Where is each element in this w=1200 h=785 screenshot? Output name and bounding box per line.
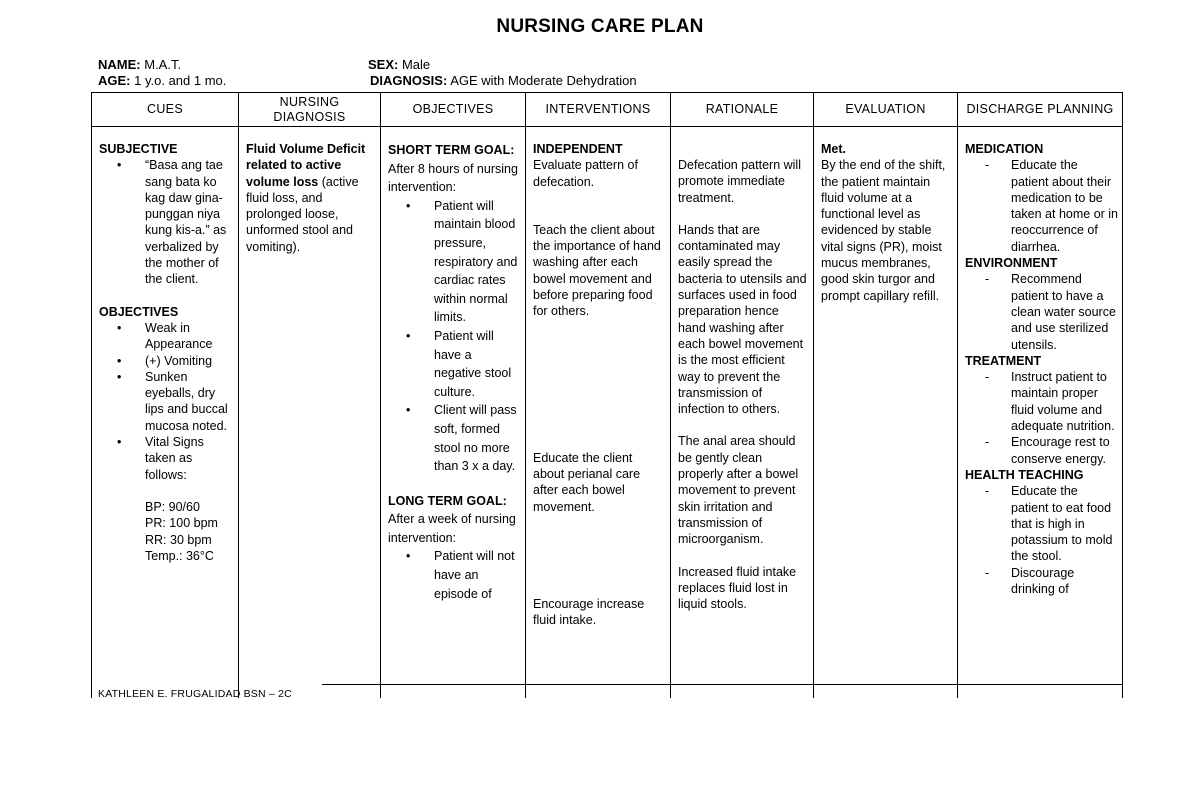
short-term-goal-label: SHORT TERM GOAL: xyxy=(388,143,515,157)
medication-label: MEDICATION xyxy=(965,142,1044,156)
independent-label: INDEPENDENT xyxy=(533,142,623,156)
long-term-goal-label: LONG TERM GOAL: xyxy=(388,493,507,508)
list-item: - Recommend patient to have a clean water source and use sterilized utensils. xyxy=(965,271,1118,352)
list-item: • Client will pass soft, formed stool no more than 3 x a day. xyxy=(388,401,521,475)
header-objectives: OBJECTIVES xyxy=(381,93,526,127)
list-item: - Educate the patient to eat food that is high in potassium to mold the stool. xyxy=(965,483,1118,564)
header-discharge-planning: DISCHARGE PLANNING xyxy=(958,93,1123,127)
evaluation-cell xyxy=(814,127,958,699)
table-row xyxy=(92,127,1123,699)
list-item: • “Basa ang tae sang bata ko kag daw gina-punggan niya kung kis-a.” as verbalized by the mother of the client. xyxy=(99,157,234,287)
name-label: NAME: xyxy=(98,57,141,72)
health-teaching-label: HEALTH TEACHING xyxy=(965,467,1084,482)
patient-sex: Male xyxy=(401,57,431,72)
discharge-cell xyxy=(958,127,1123,699)
intervention-item: Teach the client about the importance of hand washing after each bowel movement and before preparing food for others. xyxy=(533,222,661,319)
header-evaluation: EVALUATION xyxy=(814,93,958,127)
list-item: • Sunken eyeballs, dry lips and buccal mucosa noted. xyxy=(99,369,234,434)
footer-author: KATHLEEN E. FRUGALIDAD BSN – 2C xyxy=(98,688,292,700)
vital-signs xyxy=(99,499,234,564)
health-teaching-list xyxy=(965,483,1118,597)
patient-sex-line xyxy=(368,57,430,73)
patient-age-line xyxy=(98,73,226,89)
evaluation-status: Met. xyxy=(821,142,846,156)
diagnosis-cell xyxy=(239,127,381,699)
environment-label: ENVIRONMENT xyxy=(965,256,1058,271)
header-rationale: RATIONALE xyxy=(671,93,814,127)
list-item: • Patient will have a negative stool culture. xyxy=(388,327,521,401)
list-item: • (+) Vomiting xyxy=(99,353,234,369)
long-term-list xyxy=(388,547,521,603)
rationale-item: The anal area should be gently clean properly after a bowel movement to prevent skin irritation and transmission of microorganism. xyxy=(678,434,799,547)
interventions-cell xyxy=(526,127,671,699)
patient-diagnosis-line xyxy=(370,73,637,89)
care-plan-table xyxy=(91,92,1123,698)
intervention-item: Encourage increase fluid intake. xyxy=(533,596,645,628)
diagnosis-label: DIAGNOSIS: xyxy=(370,73,448,88)
rationale-item: Increased fluid intake replaces fluid lost in liquid stools. xyxy=(678,564,797,612)
rationale-cell xyxy=(671,127,814,699)
medication-list xyxy=(965,157,1118,255)
age-label: AGE: xyxy=(98,73,131,88)
diagnosis-statement: Fluid Volume Deficit related to active volume loss xyxy=(246,142,366,189)
list-item: • Vital Signs taken as follows: xyxy=(99,434,234,483)
list-item: • Patient will not have an episode of xyxy=(388,547,521,603)
list-item: - Instruct patient to maintain proper fluid volume and adequate nutrition. xyxy=(965,369,1118,434)
patient-name: M.A.T. xyxy=(144,57,182,72)
table-bottom-border xyxy=(322,684,1122,685)
list-item: - Encourage rest to conserve energy. xyxy=(965,434,1118,467)
subjective-label: SUBJECTIVE xyxy=(99,142,178,156)
header-row xyxy=(92,93,1123,127)
subjective-list xyxy=(99,157,234,287)
list-item: • Weak in Appearance xyxy=(99,320,234,353)
header-nursing-diagnosis: NURSING DIAGNOSIS xyxy=(239,93,381,127)
objectives-cell xyxy=(381,127,526,699)
rationale-item: Defecation pattern will promote immediate treatment. xyxy=(678,158,801,205)
intervention-item: Evaluate pattern of defecation. xyxy=(533,158,638,189)
treatment-list xyxy=(965,369,1118,467)
patient-age: 1 y.o. and 1 mo. xyxy=(134,73,227,88)
short-term-list xyxy=(388,197,521,476)
intervention-item: Educate the client about perianal care after each bowel movement. xyxy=(533,450,641,514)
vital-rr: RR: 30 bpm xyxy=(145,532,212,547)
header-interventions: INTERVENTIONS xyxy=(526,93,671,127)
vital-temp: Temp.: 36°C xyxy=(145,548,214,563)
patient-diagnosis: AGE with Moderate Dehydration xyxy=(450,73,637,88)
sex-label: SEX: xyxy=(368,57,399,72)
header-cues: CUES xyxy=(92,93,239,127)
vital-bp: BP: 90/60 xyxy=(145,499,200,514)
diagnosis-detail: (active fluid loss, and prolonged loose, unformed stool and vomiting). xyxy=(246,174,359,254)
rationale-item: Hands that are contaminated may easily spread the bacteria to utensils and surfaces used in food preparation hence hand washing after each bowel movement is the most efficient way to prevent the transmission of infection to others. xyxy=(678,222,807,417)
document-title: NURSING CARE PLAN xyxy=(496,16,704,37)
environment-list xyxy=(965,271,1118,352)
objective-cues-list xyxy=(99,320,234,483)
short-term-intro: After 8 hours of nursing intervention: xyxy=(388,161,518,195)
evaluation-text: By the end of the shift, the patient maintain fluid volume at a functional level as evidenced by stable vital signs (PR), moist mucus membranes, good skin turgor and prompt capillary refill. xyxy=(821,158,946,303)
list-item: - Discourage drinking of xyxy=(965,565,1118,598)
objectives-label: OBJECTIVES xyxy=(99,304,179,319)
list-item: - Educate the patient about their medication to be taken at home or in reoccurrence of diarrhea. xyxy=(965,157,1118,255)
vital-pr: PR: 100 bpm xyxy=(145,516,218,531)
treatment-label: TREATMENT xyxy=(965,353,1042,368)
patient-name-line xyxy=(98,57,181,73)
cues-cell xyxy=(92,127,239,699)
list-item: • Patient will maintain blood pressure, respiratory and cardiac rates within normal limits. xyxy=(388,197,521,327)
long-term-intro: After a week of nursing intervention: xyxy=(388,512,516,545)
